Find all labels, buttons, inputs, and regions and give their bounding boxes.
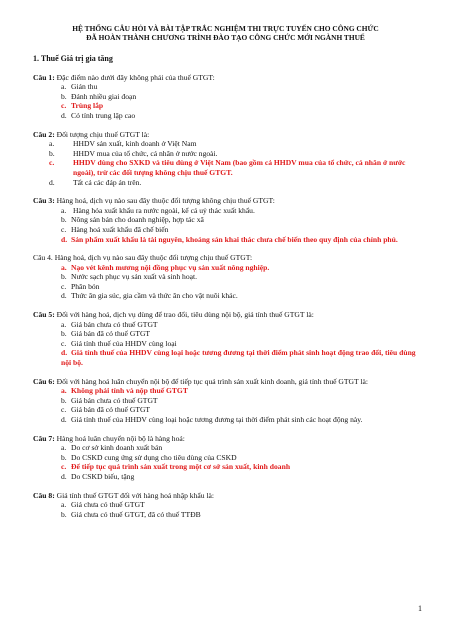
- option-a: a. Gián thu: [61, 82, 98, 92]
- question-text: Đặc điểm nào dưới đây không phải của thuế GTGT:: [54, 72, 215, 82]
- option-b: b. Giá bán đã có thuế GTGT: [61, 329, 151, 339]
- option-a: a. Giá chưa có thuế GTGT: [61, 500, 145, 510]
- question-label: Câu 6:: [33, 376, 55, 386]
- question-2: [33, 130, 418, 188]
- question-label: Câu 5:: [33, 310, 55, 320]
- option-b: b. Nước sạch phục vụ sản xuất và sinh hoạt.: [61, 272, 198, 282]
- option-c-answer: c. Để tiếp tục quá trình sản xuất trong một cơ sở sản xuất, kinh doanh: [61, 462, 291, 472]
- option-b: b. Đánh nhiều giai đoạn: [61, 91, 137, 101]
- option-c: c. Hàng hoá xuất khẩu đã chế biến: [61, 224, 169, 234]
- option-b: b. HHDV mua của tổ chức, cá nhân ở nước ngoài.: [49, 148, 218, 158]
- option-a: a. HHDV sản xuất, kinh doanh ở Việt Nam: [49, 139, 197, 149]
- option-c: c. Giá bán đã có thuế GTGT: [61, 405, 151, 415]
- question-label: Câu 2:: [33, 129, 55, 139]
- question-text: Hàng hoá, dịch vụ nào sau đây thuộc đối tượng chịu thuế GTGT:: [52, 253, 253, 263]
- option-a: a. Do cơ sở kinh doanh xuất bán: [61, 443, 163, 453]
- question-8: [33, 491, 418, 520]
- question-text: Hàng hoá luân chuyển nội bộ là hàng hoá:: [54, 433, 185, 443]
- option-b: b. Giá bán chưa có thuế GTGT: [61, 395, 158, 405]
- question-3: [33, 196, 418, 244]
- question-label: Câu 4.: [33, 253, 53, 263]
- option-c-answer: c. Trùng lắp: [61, 101, 104, 111]
- document-title: [33, 24, 418, 42]
- option-a-answer: a. Không phải tính và nộp thuế GTGT: [61, 386, 188, 396]
- question-label: Câu 7:: [33, 433, 55, 443]
- option-a: a. Giá bán chưa có thuế GTGT: [61, 319, 158, 329]
- question-text: Đối tượng chịu thuế GTGT là:: [54, 129, 150, 139]
- question-text: Đối với hàng hoá, dịch vụ dùng để trao đổi, tiêu dùng nội bộ, giá tính thuế GTGT là:: [54, 310, 314, 320]
- question-label: Câu 8:: [33, 490, 55, 500]
- option-d: d. Giá tính thuế của HHDV cùng loại hoặc tương đương tại thời điểm phát sinh các hoạt động này.: [61, 415, 363, 424]
- title-line-2: ĐÃ HOÀN THÀNH CHƯƠNG TRÌNH ĐÀO TẠO CÔNG CHỨC MỚI NGÀNH THUẾ: [86, 33, 365, 42]
- option-d: d. Tất cả các đáp án trên.: [49, 177, 142, 187]
- question-text: Hàng hoá, dịch vụ nào sau đây thuộc đối tượng không chịu thuế GTGT:: [54, 196, 275, 206]
- option-a-answer: a. Nạo vét kênh mương nội đồng phục vụ sản xuất nông nghiệp.: [61, 262, 270, 272]
- question-label: Câu 1:: [33, 72, 55, 82]
- option-d-answer: d. Giá tính thuế của HHDV cùng loại hoặc tương đương tại thời điểm phát sinh hoạt động trao đổi, tiêu dùng nội bộ.: [61, 348, 416, 368]
- question-text: Đối với hàng hoá luân chuyển nội bộ để tiếp tục quá trình sản xuất kinh doanh, giá tính thuế GTGT là:: [54, 376, 368, 386]
- question-6: [33, 377, 418, 425]
- option-a: a. Hàng hóa xuất khẩu ra nước ngoài, kể cả uỷ thác xuất khẩu.: [61, 205, 255, 215]
- option-d: d. Do CSKD biếu, tặng: [61, 471, 135, 481]
- option-b: b. Nông sản bán cho doanh nghiệp, hợp tác xã: [61, 215, 204, 225]
- question-5: [33, 310, 418, 368]
- question-1: [33, 73, 418, 121]
- title-line-1: HỆ THỐNG CÂU HỎI VÀ BÀI TẬP TRẮC NGHIỆM THI TRỰC TUYẾN CHO CÔNG CHỨC: [72, 24, 379, 33]
- option-d-answer: d. Sản phẩm xuất khẩu là tài nguyên, khoáng sản khai thác chưa chế biến theo quy định của chính phủ.: [61, 234, 398, 244]
- page-number: 1: [418, 604, 422, 614]
- option-c: c. Phân bón: [61, 281, 100, 291]
- question-text: Giá tính thuế GTGT đối với hàng hoá nhập khẩu là:: [54, 490, 215, 500]
- option-d: d. Thức ăn gia súc, gia cầm và thức ăn cho vật nuôi khác.: [61, 291, 238, 301]
- section-heading: 1. Thuế Giá trị gia tăng: [33, 54, 113, 63]
- option-c-answer: c. HHDV dùng cho SXKD và tiêu dùng ở Việt Nam (bao gồm cả HHDV mua của tổ chức, cá nhân ở nước ngoài), trừ các đối tượng không chịu thuế GTGT.: [49, 158, 406, 177]
- question-7: [33, 434, 418, 482]
- option-c: c. Giá tính thuế của HHDV cùng loại: [61, 338, 177, 348]
- option-b: b. Do CSKD cung ứng sử dụng cho tiêu dùng của CSKD: [61, 452, 237, 462]
- option-d: d. Có tính trung lập cao: [61, 110, 136, 120]
- question-4: [33, 253, 418, 301]
- question-label: Câu 3:: [33, 196, 55, 206]
- option-b: b. Giá chưa có thuế GTGT, đã có thuế TTĐB: [61, 509, 201, 519]
